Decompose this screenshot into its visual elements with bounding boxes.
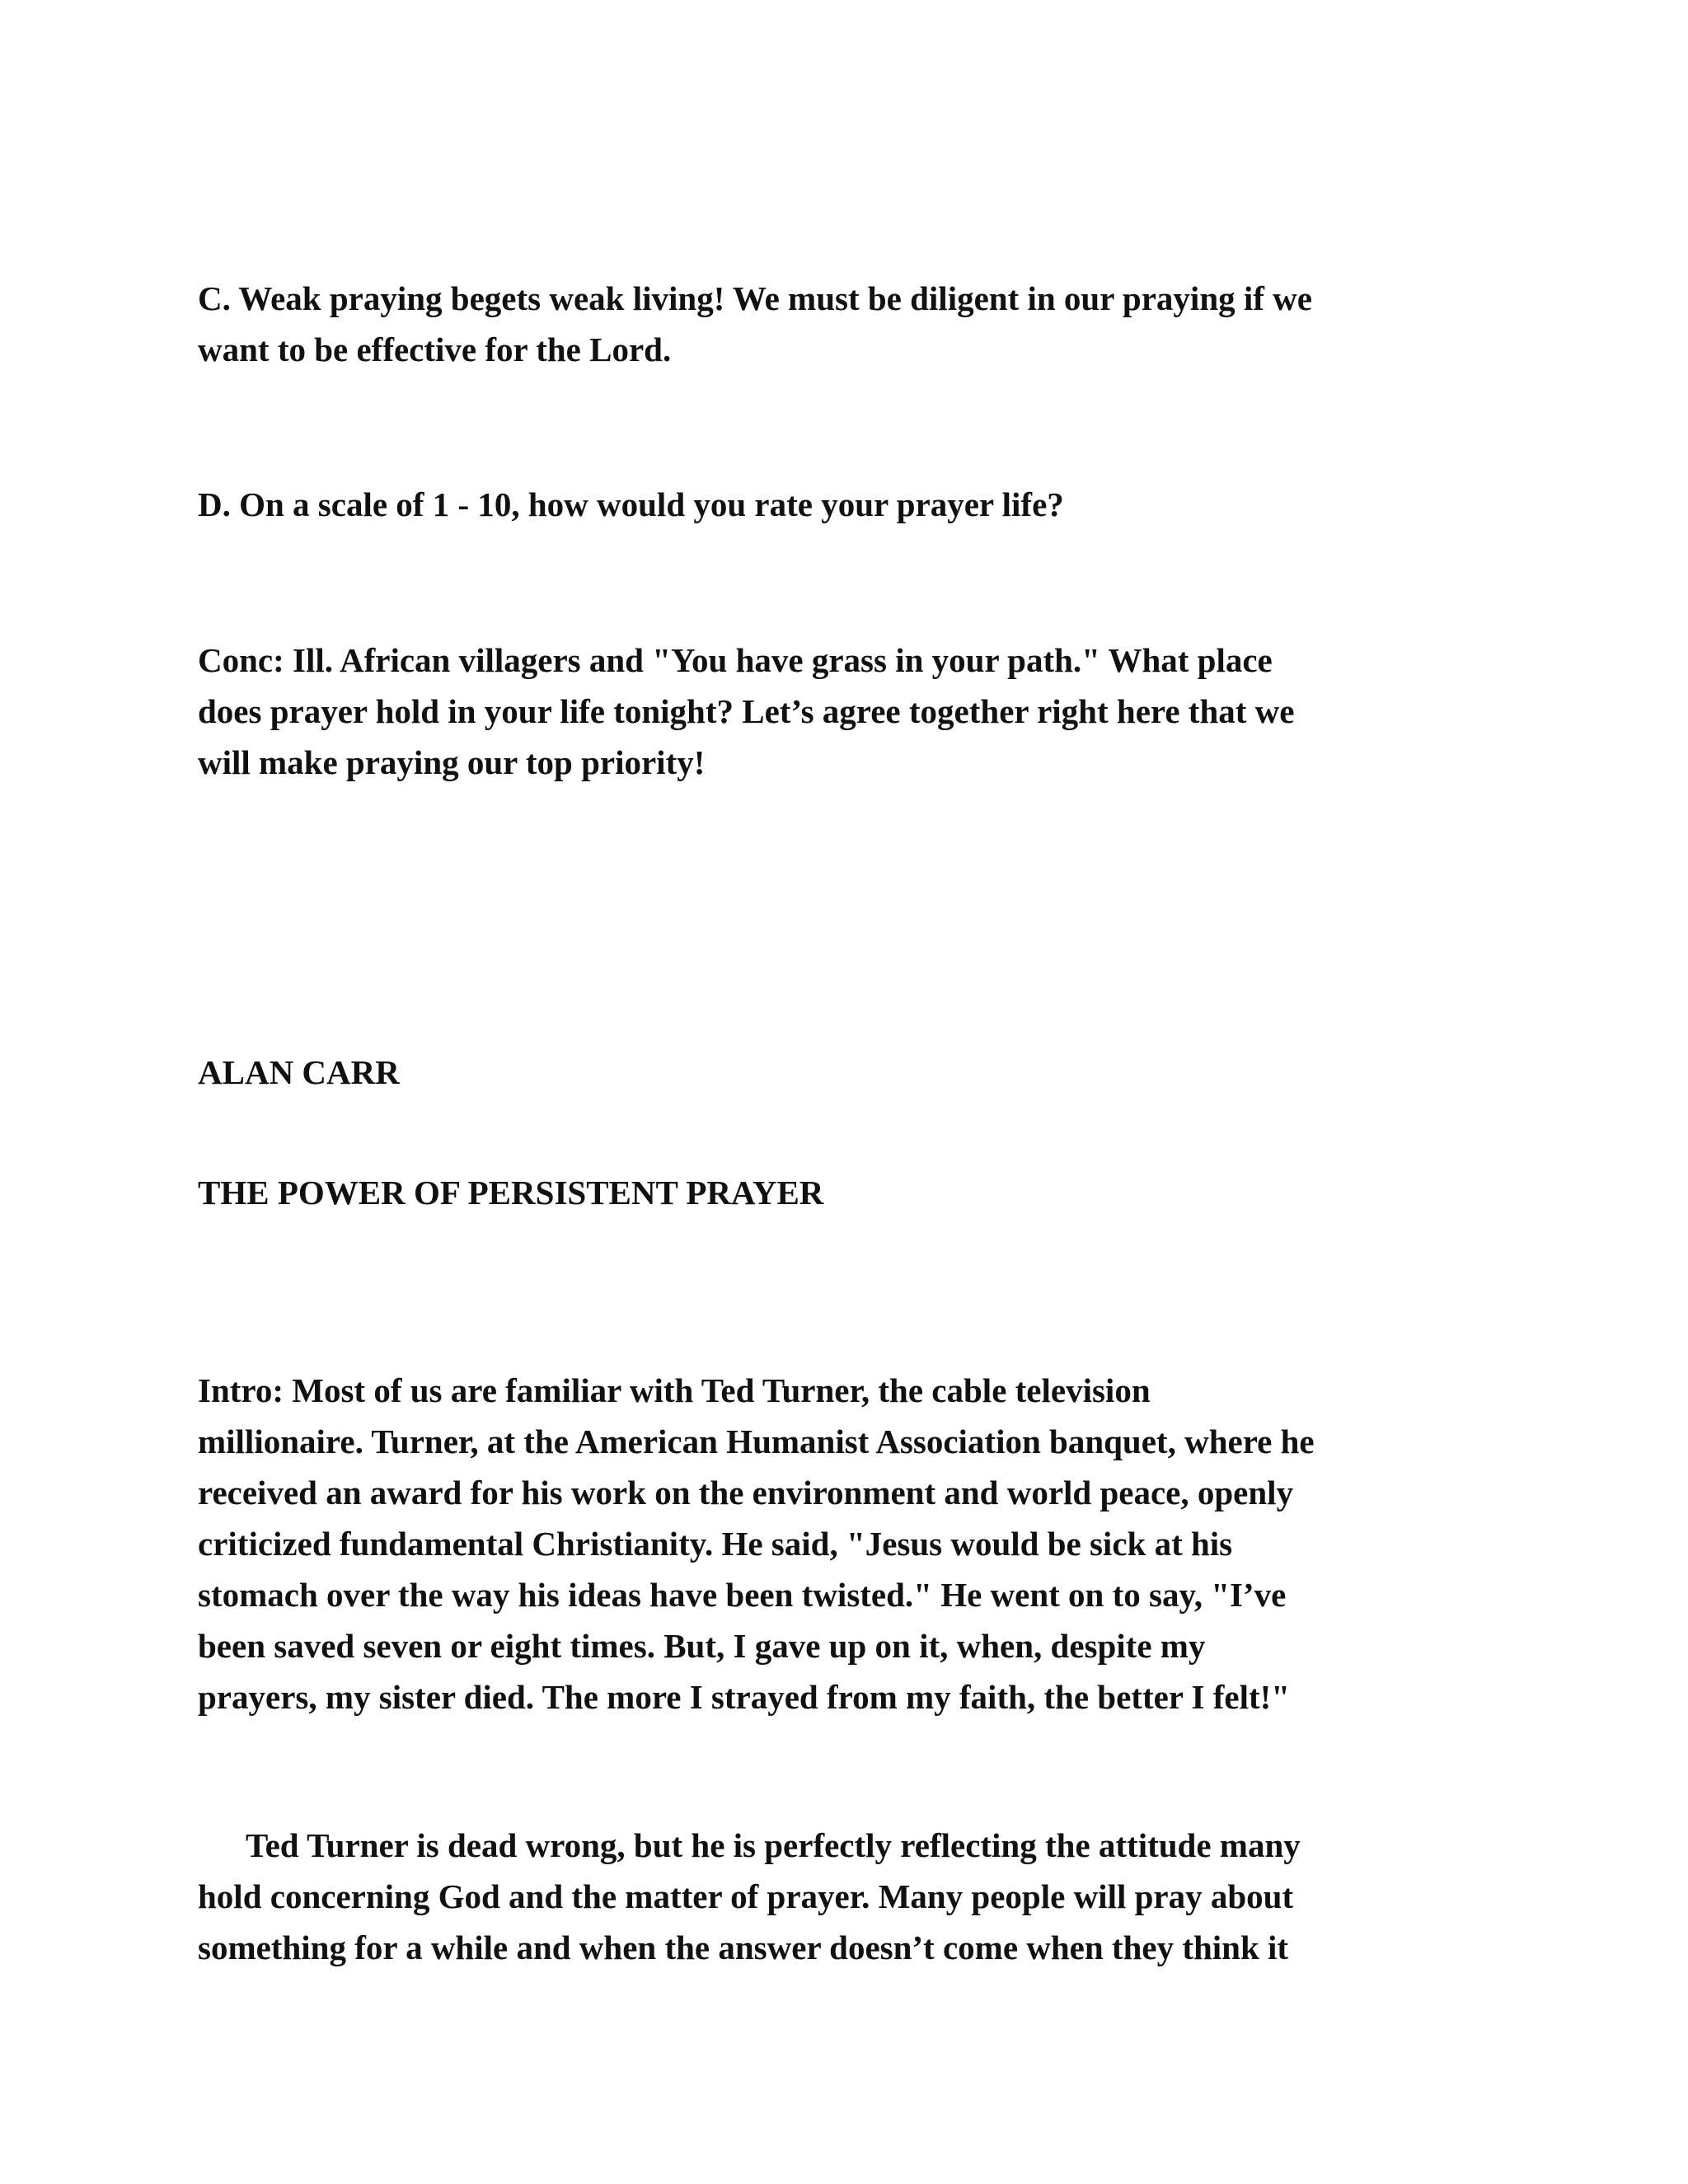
text-line: millionaire. Turner, at the American Humanist Association banquet, where he: [198, 1422, 1315, 1460]
paragraph-body: [198, 1820, 1500, 1973]
author-name: [198, 1047, 1500, 1098]
text-line: Ted Turner is dead wrong, but he is perfectly reflecting the attitude many: [246, 1826, 1301, 1864]
paragraph-intro: [198, 1365, 1500, 1722]
text-line: criticized fundamental Christianity. He said, "Jesus would be sick at his: [198, 1525, 1233, 1563]
text-line: D. On a scale of 1 - 10, how would you rate your prayer life?: [198, 485, 1064, 523]
text-line: received an award for his work on the environment and world peace, openly: [198, 1474, 1294, 1511]
title-text: THE POWER OF PERSISTENT PRAYER: [198, 1174, 824, 1212]
paragraph-c: [198, 273, 1500, 375]
text-line: hold concerning God and the matter of prayer. Many people will pray about: [198, 1877, 1294, 1915]
paragraph-d: [198, 479, 1500, 530]
paragraph-conclusion: [198, 635, 1500, 788]
text-line: want to be effective for the Lord.: [198, 330, 672, 368]
text-line: will make praying our top priority!: [198, 743, 706, 781]
text-line: prayers, my sister died. The more I strayed from my faith, the better I felt!": [198, 1678, 1291, 1716]
text-line: stomach over the way his ideas have been twisted." He went on to say, "I’ve: [198, 1576, 1287, 1614]
text-line: does prayer hold in your life tonight? Let’s agree together right here that we: [198, 692, 1295, 730]
text-line: Intro: Most of us are familiar with Ted Turner, the cable television: [198, 1371, 1151, 1409]
sermon-title: [198, 1167, 1500, 1218]
text-line: something for a while and when the answer doesn’t come when they think it: [198, 1929, 1289, 1966]
text-line: been saved seven or eight times. But, I gave up on it, when, despite my: [198, 1627, 1206, 1665]
author-text: ALAN CARR: [198, 1053, 400, 1091]
text-line: Conc: Ill. African villagers and "You have grass in your path." What place: [198, 641, 1273, 679]
text-line: C. Weak praying begets weak living! We must be diligent in our praying if we: [198, 279, 1312, 317]
